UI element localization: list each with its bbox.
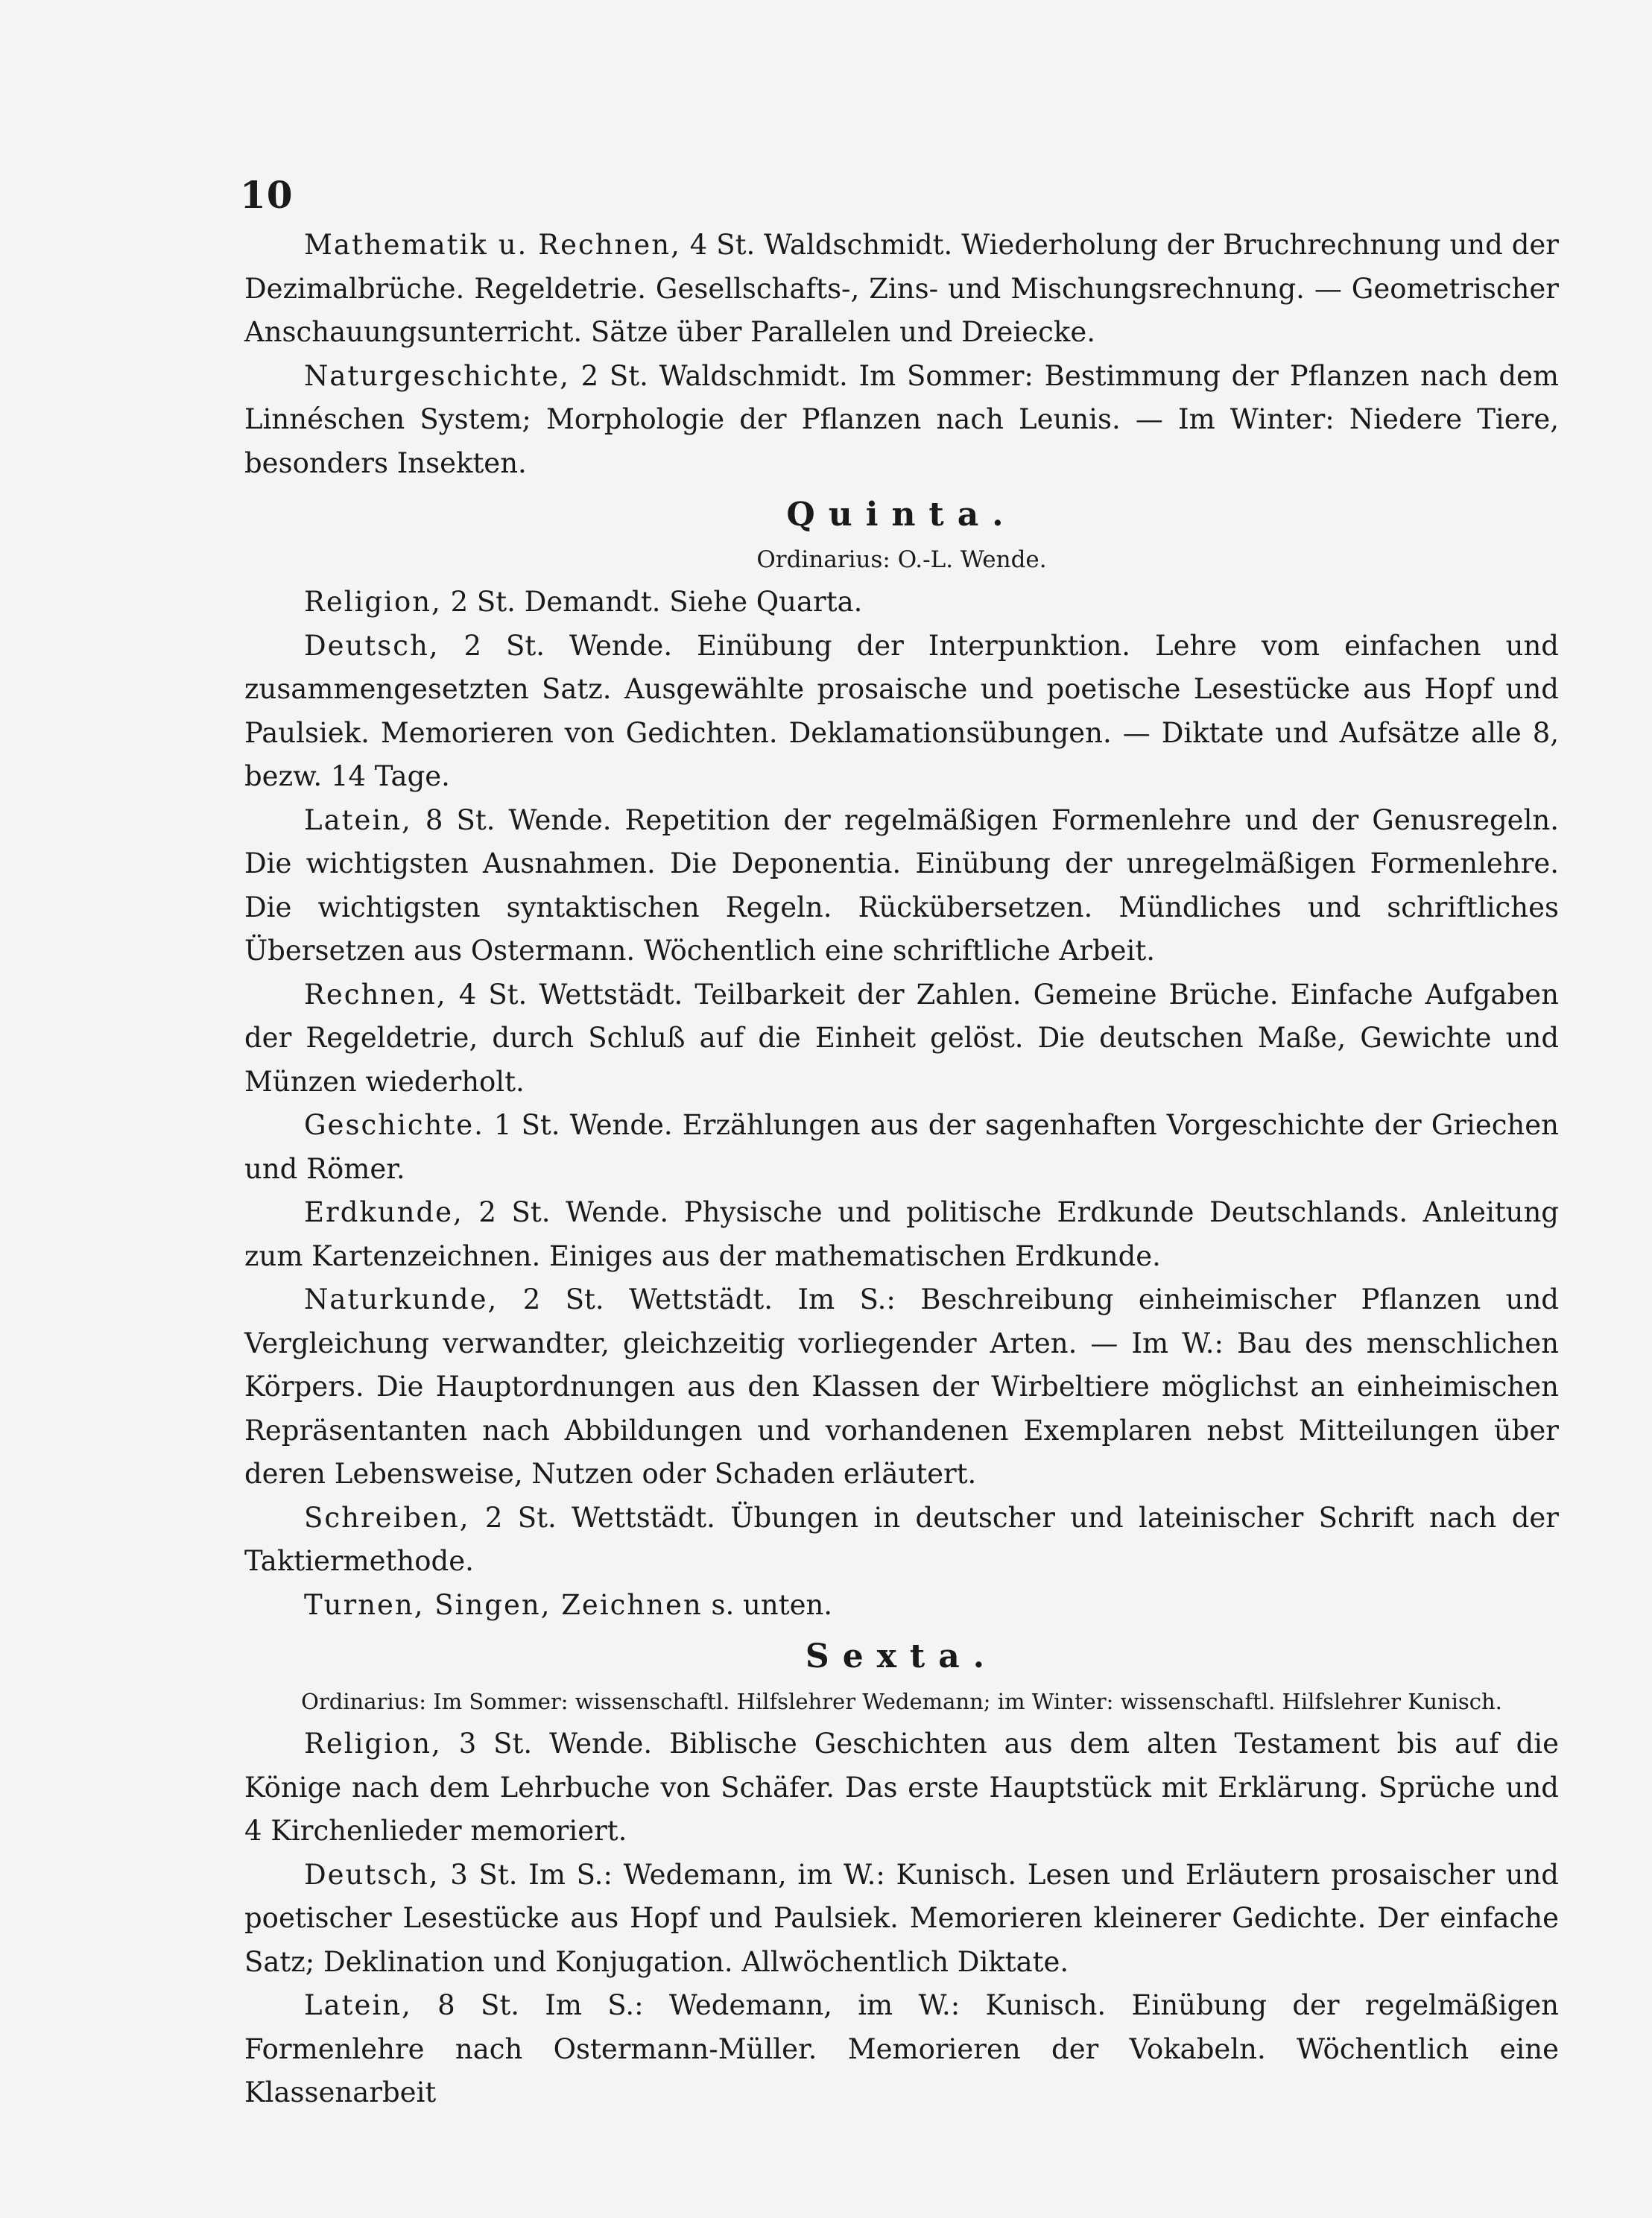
paragraph-quinta-turnen [244, 1584, 1559, 1628]
paragraph-mathematik [244, 224, 1559, 355]
paragraph-quinta-erdkunde [244, 1191, 1559, 1278]
paragraph-sexta-religion [244, 1722, 1559, 1854]
paragraph-text: 2 St. Demandt. Siehe Quarta. [441, 586, 863, 618]
ordinarius-quinta: Ordinarius: O.-L. Wende. [756, 546, 1047, 573]
subject-lead: Deutsch, [304, 629, 440, 662]
subject-lead: Mathematik u. Rechnen, [304, 229, 681, 261]
body-text [244, 224, 1559, 2115]
paragraph-text: 2 St. Wettstädt. Übungen in deutscher und lateinischer Schrift nach der Taktiermethode. [244, 1501, 1559, 1577]
subject-lead: Naturgeschichte, [304, 359, 570, 392]
subject-lead: Turnen, Singen, Zeichnen [304, 1588, 703, 1621]
paragraph-quinta-religion [244, 581, 1559, 625]
paragraph-sexta-deutsch [244, 1854, 1559, 1985]
paragraph-quinta-deutsch [244, 625, 1559, 799]
subject-lead: Religion, [304, 1728, 442, 1760]
paragraph-text: 8 St. Wende. Repetition der regelmäßigen Formenlehre und der Genusregeln. Die wichtigsten Ausnahmen. Die Deponentia. Einübung der unregelmäßigen Formenlehre. Die wichtigsten syntaktischen Regeln. Rückübersetzen. Mündliches und schriftliches Übersetzen aus Ostermann. Wöchentlich eine schriftliche Arbeit. [244, 803, 1559, 967]
paragraph-quinta-geschichte [244, 1104, 1559, 1191]
paragraph-quinta-schreiben [244, 1497, 1559, 1584]
subject-lead: Religion, [304, 586, 442, 618]
paragraph-text: 2 St. Wende. Physische und politische Erdkunde Deutschlands. Anleitung zum Kartenzeichnen. Einiges aus der mathematischen Erdkunde. [244, 1196, 1559, 1272]
paragraph-text: 4 St. Waldschmidt. Wiederholung der Bruchrechnung und der Dezimalbrüche. Regeldetrie. Gesellschafts-, Zins- und Mischungsrechnung. — Geometrischer Anschauungsunterricht. Sätze über Parallelen und Dreiecke. [244, 229, 1559, 348]
paragraph-text: 1 St. Wende. Erzählungen aus der sagenhaften Vorgeschichte der Griechen und Römer. [244, 1109, 1559, 1185]
paragraph-sexta-latein [244, 1984, 1559, 2115]
paragraph-quinta-naturkunde [244, 1278, 1559, 1497]
page-number: 10 [240, 173, 294, 217]
paragraph-text: 4 St. Wettstädt. Teilbarkeit der Zahlen. Gemeine Brüche. Einfache Aufgaben der Regeldetrie, durch Schluß auf die Einheit gelöst. Die deutschen Maße, Gewichte und Münzen wiederholt. [244, 978, 1559, 1098]
subject-lead: Schreiben, [304, 1501, 470, 1534]
subject-lead: Latein, [304, 1989, 412, 2021]
subject-lead: Naturkunde, [304, 1283, 499, 1315]
paragraph-text: 2 St. Wettstädt. Im S.: Beschreibung einheimischer Pflanzen und Vergleichung verwandter, gleichzeitig vorliegender Arten. — Im W.: Bau des menschlichen Körpers. Die Hauptordnungen aus den Klassen der Wirbeltiere möglichst an einheimischen Repräsentanten nach Abbildungen und vorhandenen Exemplaren nebst Mitteilungen über deren Lebensweise, Nutzen oder Schaden erläutert. [244, 1283, 1559, 1490]
paragraph-quinta-latein [244, 799, 1559, 973]
ordinarius-sexta: Ordinarius: Im Sommer: wissenschaftl. Hilfslehrer Wedemann; im Winter: wissenschaftl. Hilfslehrer Kunisch. [301, 1689, 1502, 1714]
subject-lead: Rechnen, [304, 978, 447, 1011]
paragraph-quinta-rechnen [244, 973, 1559, 1105]
subject-lead: Erdkunde, [304, 1196, 463, 1228]
subject-lead: Geschichte. [304, 1109, 484, 1141]
section-title-sexta: Sexta. [805, 1637, 999, 1675]
paragraph-text: 2 St. Wende. Einübung der Interpunktion. Lehre vom einfachen und zusammengesetzten Satz. Ausgewählte prosaische und poetische Lesestücke aus Hopf und Paulsiek. Memorieren von Gedichten. Deklamationsübungen. — Diktate und Aufsätze alle 8, bezw. 14 Tage. [244, 629, 1559, 792]
subject-lead: Latein, [304, 803, 412, 836]
subject-lead: Deutsch, [304, 1858, 440, 1891]
paragraph-text: 3 St. Wende. Biblische Geschichten aus dem alten Testament bis auf die Könige nach dem Lehrbuche von Schäfer. Das erste Hauptstück mit Erklärung. Sprüche und 4 Kirchenlieder memoriert. [244, 1728, 1559, 1847]
paragraph-text: 8 St. Im S.: Wedemann, im W.: Kunisch. Einübung der regelmäßigen Formenlehre nach Ostermann-Müller. Memorieren der Vokabeln. Wöchentlich eine Klassenarbeit [244, 1989, 1559, 2108]
section-title-quinta: Quinta. [786, 496, 1017, 534]
paragraph-naturgeschichte [244, 355, 1559, 486]
paragraph-text: s. unten. [702, 1588, 833, 1621]
paragraph-text: 2 St. Waldschmidt. Im Sommer: Bestimmung der Pflanzen nach dem Linnéschen System; Morphologie der Pflanzen nach Leunis. — Im Winter: Niedere Tiere, besonders Insekten. [244, 359, 1559, 479]
paragraph-text: 3 St. Im S.: Wedemann, im W.: Kunisch. Lesen und Erläutern prosaischer und poetischer Lesestücke aus Hopf und Paulsiek. Memorieren kleinerer Gedichte. Der einfache Satz; Deklination und Konjugation. Allwöchentlich Diktate. [244, 1858, 1559, 1978]
